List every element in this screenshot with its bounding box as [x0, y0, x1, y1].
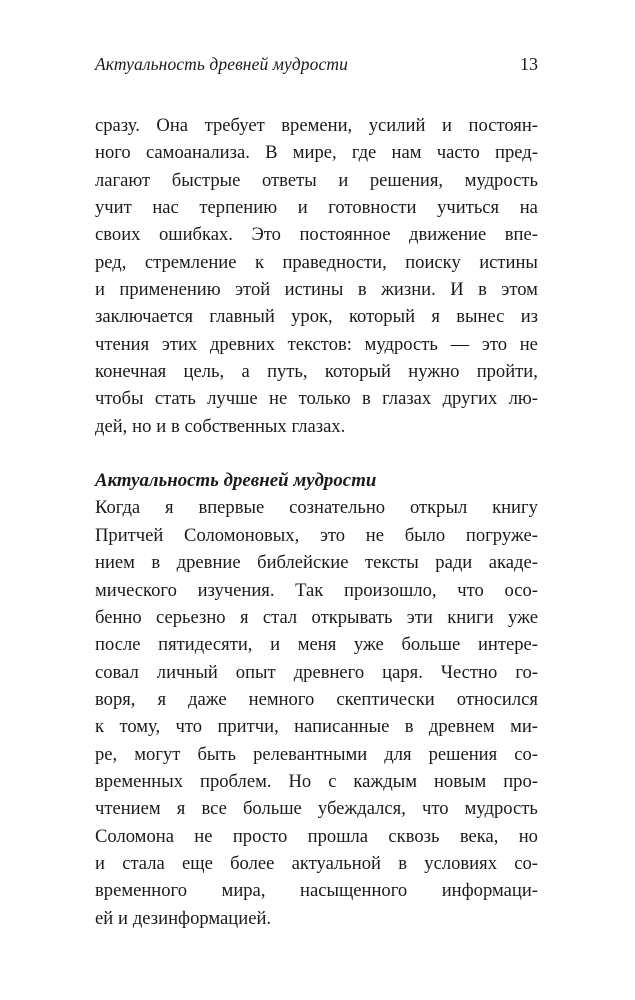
text-line: своих ошибках. Это постоянное движение впе-: [95, 224, 538, 246]
text-line: временных проблем. Но с каждым новым про-: [95, 770, 538, 792]
text-line: совал личный опыт древнего царя. Честно го-: [95, 661, 538, 683]
text-line: дей, но и в собственных глазах.: [95, 415, 346, 437]
text-line: мического изучения. Так произошло, что осо-: [95, 579, 538, 601]
text-line: нием в древние библейские тексты ради акаде-: [95, 552, 538, 574]
paragraph-2: [95, 494, 538, 932]
text-line: ей и дезинформацией.: [95, 907, 272, 929]
text-line: учит нас терпению и готовности учиться на: [95, 197, 538, 219]
text-line: чтобы стать лучше не только в глазах других лю-: [95, 388, 538, 410]
text-line: чтением я все больше убеждался, что мудрость: [95, 798, 538, 820]
heading-spacer: [95, 440, 538, 467]
text-line: ре, могут быть релевантными для решения со-: [95, 743, 538, 765]
paragraph-1: [95, 112, 538, 440]
text-line: сразу. Она требует времени, усилий и постоян-: [95, 115, 538, 136]
text-line: Притчей Соломоновых, это не было погруже-: [95, 524, 538, 546]
text-line: бенно серьезно я стал открывать эти книги уже: [95, 606, 538, 628]
text-line: конечная цель, а путь, который нужно пройти,: [95, 361, 538, 383]
text-line: после пятидесяти, и меня уже больше интере-: [95, 634, 538, 656]
section-heading: Актуальность древней мудрости: [95, 470, 377, 492]
page-number: 13: [520, 54, 538, 74]
text-line: лагают быстрые ответы и решения, мудрость: [95, 169, 538, 191]
text-line: и применению этой истины в жизни. И в этом: [95, 279, 538, 301]
text-line: Когда я впервые сознательно открыл книгу: [95, 497, 538, 519]
running-head-title: Актуальность древней мудрости: [95, 54, 348, 74]
text-block: [95, 112, 538, 932]
text-line: и стала еще более актуальной в условиях со-: [95, 852, 538, 874]
text-line: к тому, что притчи, написанные в древнем ми-: [95, 716, 538, 738]
text-line: ного самоанализа. В мире, где нам часто пред-: [95, 142, 538, 164]
running-head: [95, 54, 538, 75]
text-line: Соломона не просто прошла сквозь века, но: [95, 825, 538, 847]
text-line: воря, я даже немного скептически относился: [95, 688, 538, 710]
text-line: ред, стремление к праведности, поиску истины: [95, 251, 538, 273]
text-line: заключается главный урок, который я вынес из: [95, 306, 538, 328]
text-line: чтения этих древних текстов: мудрость — это не: [95, 333, 538, 355]
text-line: временного мира, насыщенного информаци-: [95, 880, 538, 902]
